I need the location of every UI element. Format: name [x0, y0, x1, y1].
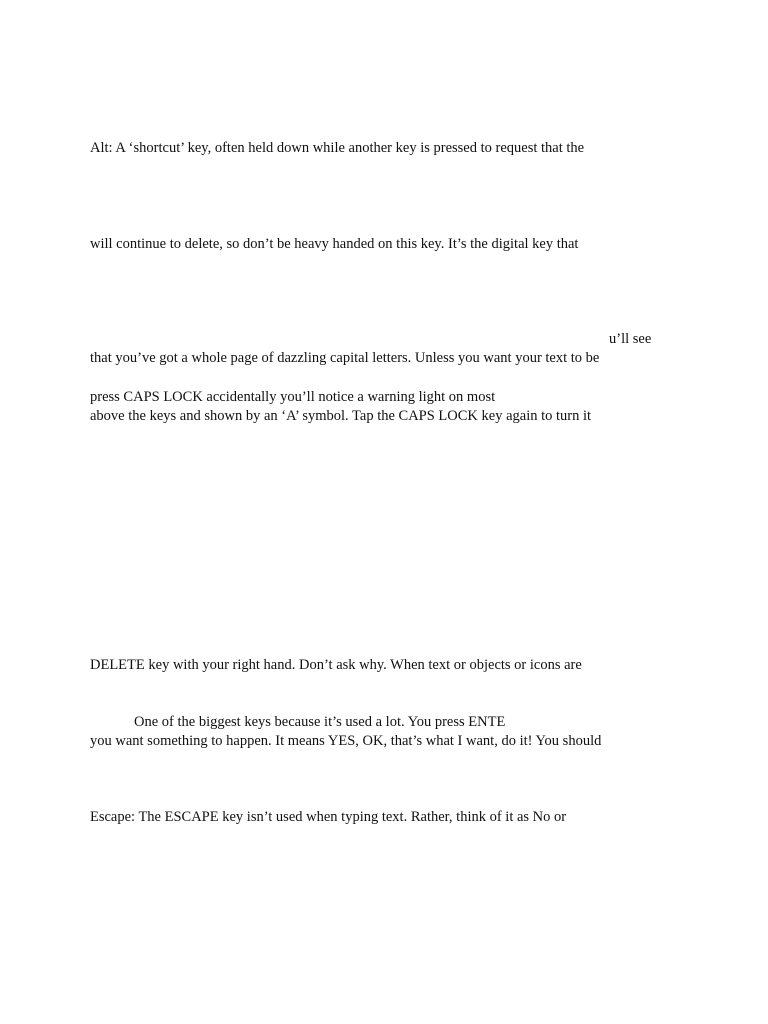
text-line-fragment-see: u’ll see: [609, 331, 652, 347]
text-line-escape: Escape: The ESCAPE key isn’t used when typing text. Rather, think of it as No or: [90, 809, 567, 825]
text-line-capital-letters: that you’ve got a whole page of dazzling capital letters. Unless you want your text to be: [90, 350, 600, 366]
text-line-alt: Alt: A ‘shortcut’ key, often held down while another key is pressed to request that the: [90, 140, 585, 156]
text-line-caps-lock-warning: press CAPS LOCK accidentally you’ll notice a warning light on most: [90, 389, 496, 405]
text-line-delete-continue: will continue to delete, so don’t be heavy handed on this key. It’s the digital key that: [90, 236, 579, 252]
text-line-enter-yes: you want something to happen. It means YES, OK, that’s what I want, do it! You should: [90, 733, 602, 749]
text-line-caps-lock-symbol: above the keys and shown by an ‘A’ symbol. Tap the CAPS LOCK key again to turn it: [90, 408, 592, 424]
text-line-delete-right-hand: DELETE key with your right hand. Don’t ask why. When text or objects or icons are: [90, 657, 582, 673]
text-line-enter-key: One of the biggest keys because it’s used a lot. You press ENTE: [134, 714, 506, 730]
